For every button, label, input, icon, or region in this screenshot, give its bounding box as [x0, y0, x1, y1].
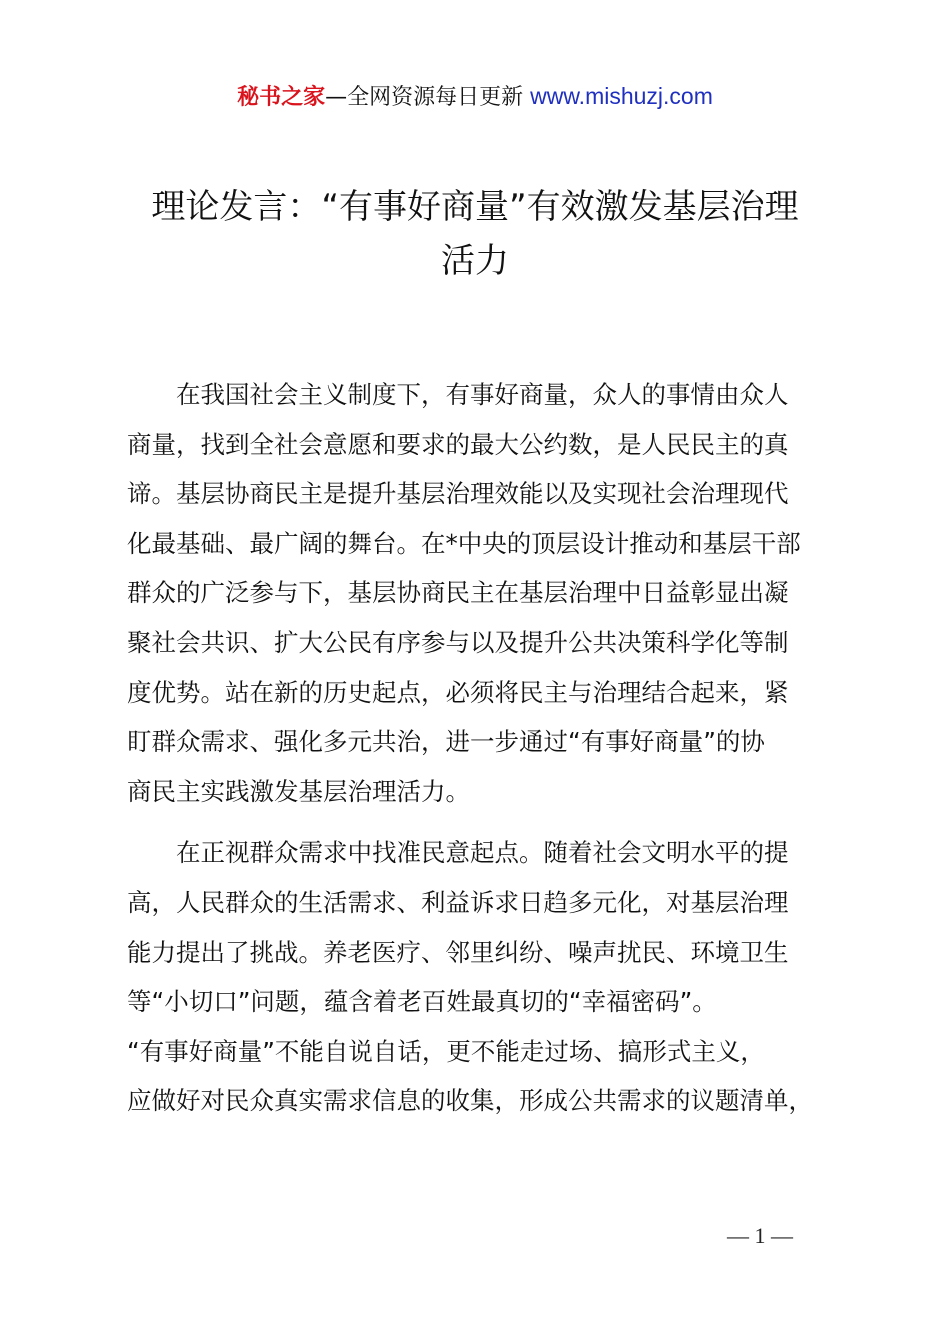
text-line: 度优势。站在新的历史起点，必须将民主与治理结合起来，紧	[127, 677, 789, 707]
document-body	[127, 370, 839, 1138]
text-line: 在我国社会主义制度下，有事好商量，众人的事情由众人	[127, 380, 789, 409]
paragraph-2	[127, 828, 839, 1126]
text-line: 高，人民群众的生活需求、利益诉求日趋多元化，对基层治理	[127, 887, 789, 917]
text-line: 盯群众需求、强化多元共治，进一步通过“有事好商量”的协	[127, 727, 765, 757]
brand-name: 秘书之家	[237, 85, 326, 110]
document-title	[110, 180, 840, 288]
site-header	[0, 80, 950, 114]
text-line: 能力提出了挑战。养老医疗、邻里纠纷、噪声扰民、环境卫生	[127, 937, 789, 967]
text-line: 聚社会共识、扩大公民有序参与以及提升公共决策科学化等制	[127, 627, 789, 657]
text-line: 等“小切口”问题，蕴含着老百姓最真切的“幸福密码”。	[127, 987, 717, 1017]
text-line: 谛。基层协商民主是提升基层治理效能以及实现社会治理现代	[127, 479, 789, 509]
title-line-2: 活力	[441, 241, 509, 281]
text-line: 在正视群众需求中找准民意起点。随着社会文明水平的提	[127, 838, 789, 868]
paragraph-1	[127, 370, 839, 816]
text-line: 商量，找到全社会意愿和要求的最大公约数，是人民民主的真	[127, 429, 789, 459]
title-line-1: 理论发言：“有事好商量”有效激发基层治理	[151, 187, 799, 227]
site-url-link[interactable]: www.mishuzj.com	[530, 83, 713, 109]
text-line: 群众的广泛参与下，基层协商民主在基层治理中日益彰显出凝	[127, 578, 789, 608]
text-line: 商民主实践激发基层治理活力。	[127, 776, 470, 806]
text-line: “有事好商量”不能自说自话，更不能走过场、搞形式主义，	[127, 1036, 765, 1066]
text-line: 化最基础、最广阔的舞台。在*中央的顶层设计推动和基层干部	[127, 528, 801, 558]
page-number: — 1 —	[727, 1223, 793, 1248]
header-tagline: —全网资源每日更新	[325, 85, 524, 110]
text-line: 应做好对民众真实需求信息的收集，形成公共需求的议题清单，	[127, 1086, 813, 1116]
